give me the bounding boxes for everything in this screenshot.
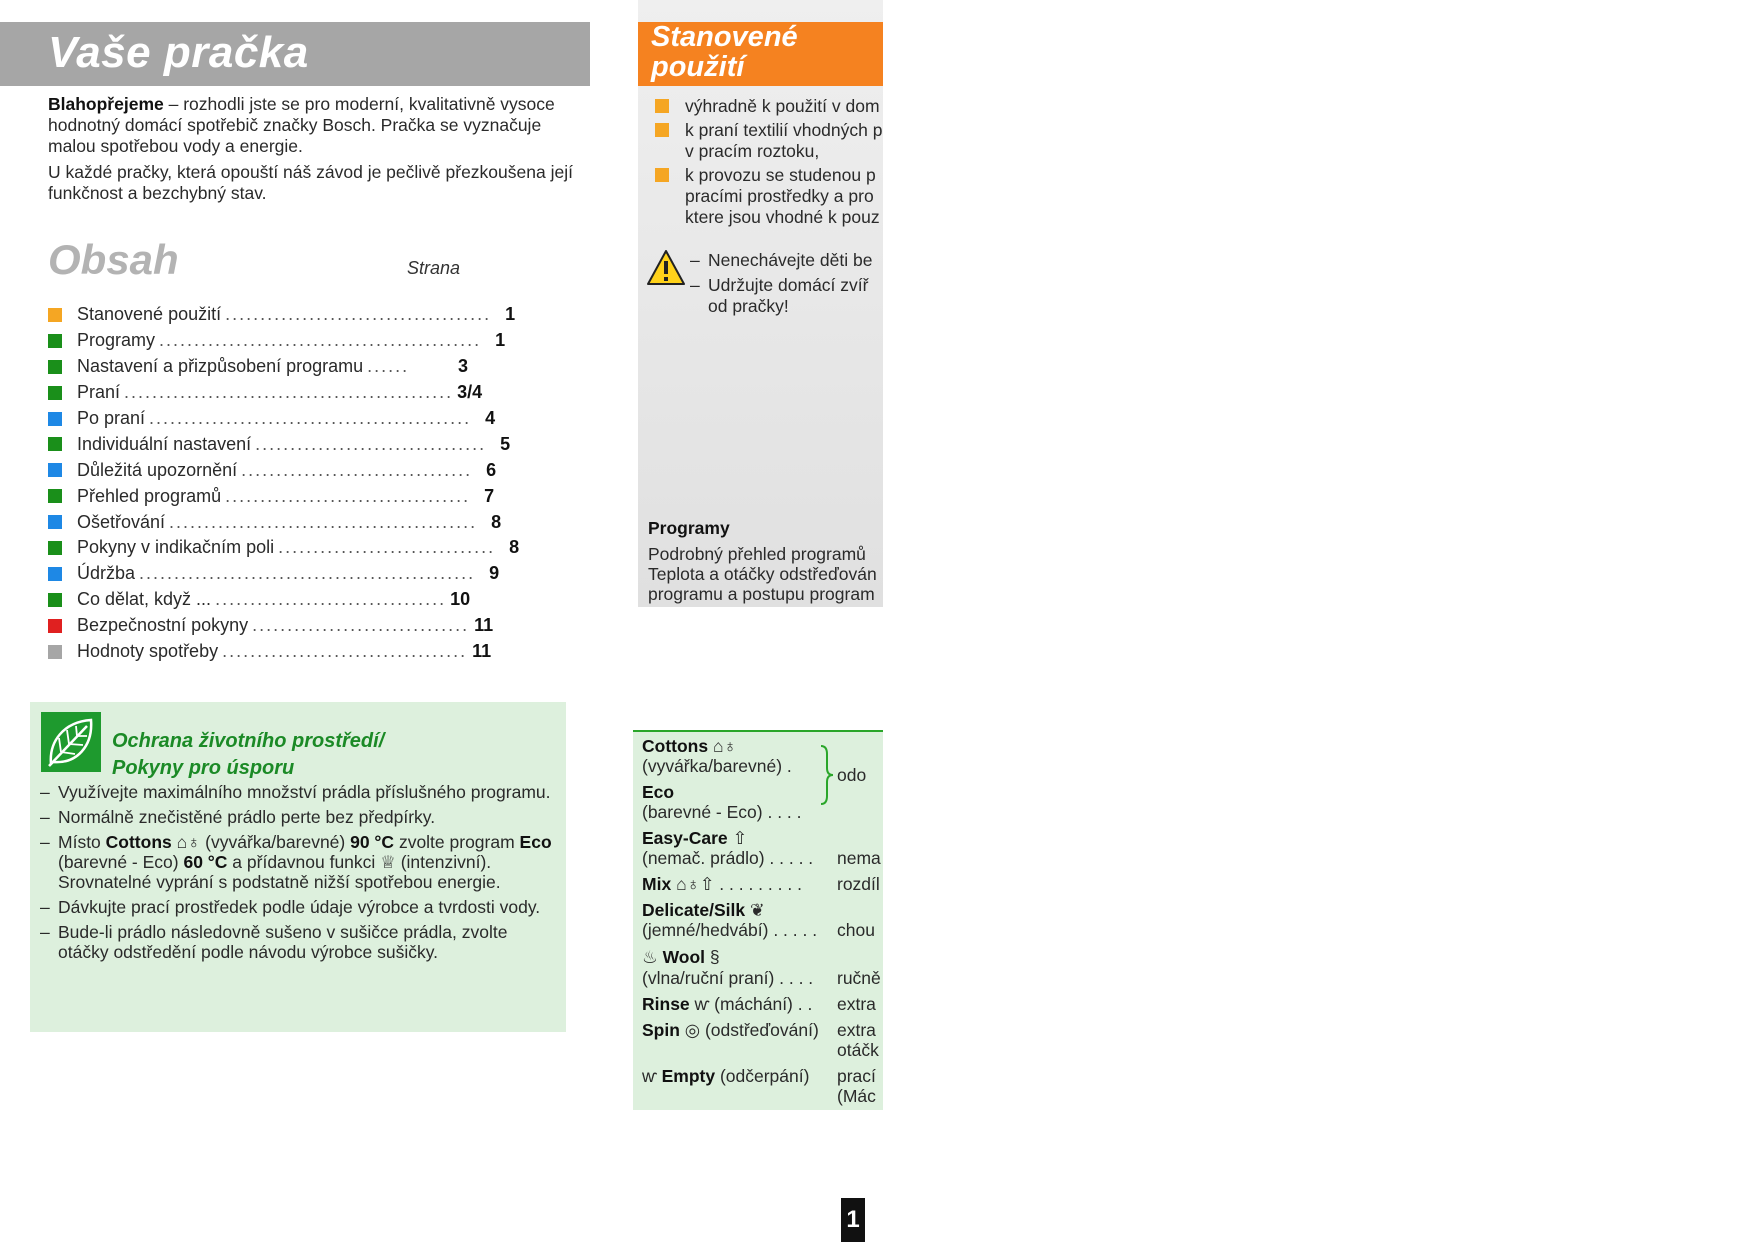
warning-icon xyxy=(646,248,686,288)
program-eco-desc: (barevné - Eco) . . . . xyxy=(642,802,802,822)
cottons-icon: ⌂♁ xyxy=(712,736,737,756)
mix-detail: rozdíl xyxy=(837,874,880,894)
use-item: k provozu se studenou p pracími prostředky a pro ktere jsou vhodné k pouz xyxy=(655,165,915,228)
program-wool-desc: (vlna/ruční praní) . . . . xyxy=(642,968,814,988)
intro-paragraph-1: Blahopřejeme – rozhodli jste se pro moderní, kvalitativně vysoce hodnotný domácí spotřebič značky Bosch. Pračka se vyznačuje malou spotřebou vody a energie. xyxy=(48,94,555,156)
color-marker xyxy=(48,593,62,607)
color-marker xyxy=(48,489,62,503)
program-wool: ♨ Wool § xyxy=(642,947,720,967)
program-table xyxy=(633,730,883,1110)
toc-item[interactable]: Praní ............................................... 3/4 xyxy=(48,380,468,406)
easycare-detail: nema xyxy=(837,848,881,868)
leaf-icon xyxy=(41,712,101,772)
toc-item[interactable]: Přehled programů ................................... 7 xyxy=(48,483,468,509)
toc-item[interactable]: Bezpečnostní pokyny ............................... 11 xyxy=(48,613,468,639)
toc-item[interactable]: Údržba ................................................ 9 xyxy=(48,561,468,587)
color-marker xyxy=(48,463,62,477)
toc-item[interactable]: Stanovené použití ...................................... 1 xyxy=(48,302,468,328)
programs-text: Podrobný přehled programů Teplota a otáčky odstřeďován programu a postupu program xyxy=(648,544,877,604)
section-header xyxy=(0,22,590,86)
toc-item[interactable]: Nastavení a přizpůsobení programu ...... 3 xyxy=(48,354,468,380)
color-marker xyxy=(48,541,62,555)
toc-item[interactable]: Hodnoty spotřeby ................................... 11 xyxy=(48,639,468,665)
intro-paragraph-2: U každé pračky, která opouští náš závod je pečlivě přezkoušena její funkčnost a bezchybný stav. xyxy=(48,162,573,203)
color-marker xyxy=(48,645,62,659)
toc-item[interactable]: Individuální nastavení ................................. 5 xyxy=(48,431,468,457)
eco-title: Ochrana životního prostředí/ Pokyny pro úsporu xyxy=(112,730,385,779)
eco-tip: – Místo Cottons ⌂♁ (vyvářka/barevné) 90 °C zvolte program Eco (barevné - Eco) 60 °C a přídavnou funkci ♕ (intenzivní). Srovnatelné vyprání s podstatně nižší spotřebou energie. xyxy=(40,832,560,892)
color-marker xyxy=(48,437,62,451)
color-marker xyxy=(48,567,62,581)
rinse-icon: ⱳ xyxy=(694,994,710,1014)
color-marker xyxy=(48,386,62,400)
intended-use-panel xyxy=(638,0,883,607)
toc-item[interactable]: Důležitá upozornění ................................. 6 xyxy=(48,457,468,483)
warning-item: – Nenechávejte děti be xyxy=(690,250,930,271)
program-mix: Mix ⌂♁⇧ . . . . . . . . . xyxy=(642,874,802,894)
program-cottons-desc: (vyvářka/barevné) . xyxy=(642,756,792,776)
intended-use-header xyxy=(638,22,883,86)
eco-tip: – Využívejte maximálního množství prádla příslušného programu. xyxy=(40,782,560,802)
intro-lead: Blahopřejeme xyxy=(48,94,164,114)
eco-tips-box xyxy=(30,702,566,1032)
page-title: Vaše pračka xyxy=(48,28,309,77)
wool-icon: § xyxy=(709,947,720,967)
orange-marker xyxy=(655,123,669,137)
toc-item[interactable]: Pokyny v indikačním poli ............................... 8 xyxy=(48,535,468,561)
spin-icon: ◎ xyxy=(684,1020,701,1040)
program-eco: Eco xyxy=(642,782,675,802)
program-easycare-desc: (nemač. prádlo) . . . . . xyxy=(642,848,814,868)
programs-heading: Programy xyxy=(648,518,730,538)
color-marker xyxy=(48,308,62,322)
toc-item[interactable]: Programy .............................................. 1 xyxy=(48,328,468,354)
eco-tip: – Normálně znečistěné prádlo perte bez předpírky. xyxy=(40,807,560,827)
spin-detail: extra otáčk xyxy=(837,1020,879,1060)
easycare-icon: ⇧ xyxy=(732,828,748,848)
page-column-label: Strana xyxy=(407,258,461,278)
wool-detail: ručně xyxy=(837,968,881,988)
eco-tip: – Dávkujte prací prostředek podle údaje výrobce a tvrdosti vody. xyxy=(40,897,560,917)
warning-item: – Udržujte domácí zvíř od pračky! xyxy=(690,275,930,317)
toc-item[interactable]: Co dělat, když ... ................................. 10 xyxy=(48,587,468,613)
color-marker xyxy=(48,515,62,529)
rinse-detail: extra xyxy=(837,994,876,1014)
handwash-icon: ♨ xyxy=(642,947,658,967)
warning-list xyxy=(690,250,930,321)
program-empty: ⱳ Empty (odčerpání) xyxy=(642,1066,810,1086)
table-of-contents xyxy=(48,302,520,664)
drain-icon: ⱳ xyxy=(642,1066,657,1086)
toc-item[interactable]: Ošetřování ............................................ 8 xyxy=(48,509,468,535)
orange-marker xyxy=(655,168,669,182)
page-number: 1 xyxy=(841,1198,865,1242)
empty-detail: prací (Mác xyxy=(837,1066,876,1106)
brace-icon xyxy=(819,744,835,806)
use-item: výhradně k použití v dom xyxy=(655,96,915,117)
program-spin: Spin ◎ (odstřeďování) xyxy=(642,1020,819,1040)
cottons-eco-detail: odo xyxy=(837,765,867,785)
butterfly-icon: ❦ xyxy=(750,900,765,920)
contents-title: Obsah xyxy=(48,236,179,283)
intended-use-title: Stanovené použití xyxy=(651,21,798,83)
intended-use-list xyxy=(655,96,915,231)
program-delicate: Delicate/Silk ❦ xyxy=(642,900,765,920)
delicate-detail: chou xyxy=(837,920,875,940)
orange-marker xyxy=(655,99,669,113)
intro-text xyxy=(48,94,588,209)
color-marker xyxy=(48,412,62,426)
eco-tips-list xyxy=(40,782,560,967)
use-item: k praní textilií vhodných p v pracím roztoku, xyxy=(655,120,915,162)
program-delicate-desc: (jemné/hedvábí) . . . . . xyxy=(642,920,818,940)
color-marker xyxy=(48,334,62,348)
eco-tip: – Bude-li prádlo následovně sušeno v sušičce prádla, zvolte otáčky odstředění podle návodu výrobce sušičky. xyxy=(40,922,560,962)
mix-icon: ⌂♁⇧ xyxy=(676,874,715,894)
program-easycare: Easy-Care ⇧ xyxy=(642,828,748,848)
toc-item[interactable]: Po praní .............................................. 4 xyxy=(48,406,468,432)
color-marker xyxy=(48,619,62,633)
color-marker xyxy=(48,360,62,374)
program-cottons: Cottons ⌂♁ xyxy=(642,736,737,756)
program-rinse: Rinse ⱳ (máchání) . . xyxy=(642,994,813,1014)
